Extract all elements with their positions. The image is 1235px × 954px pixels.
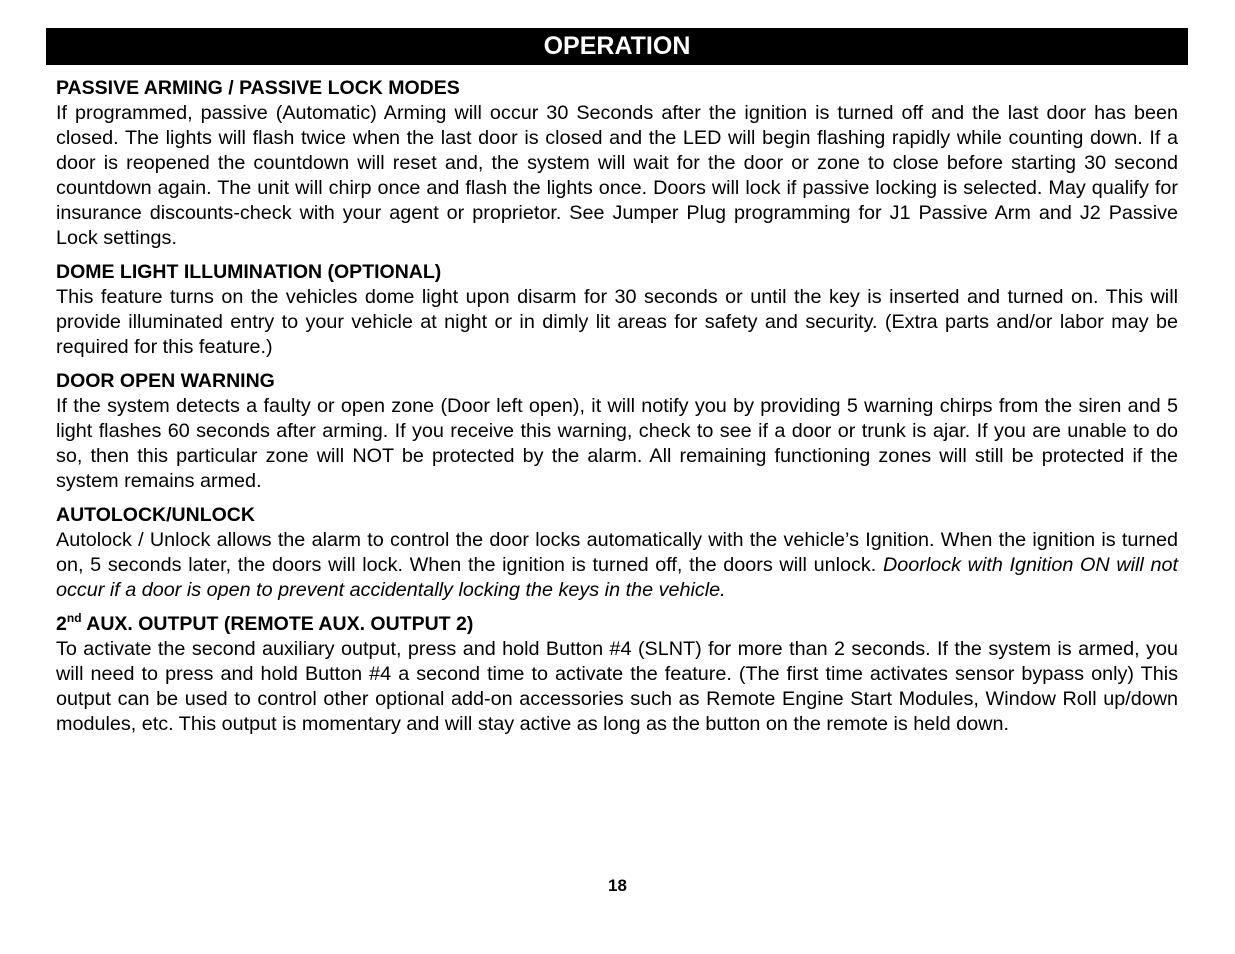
- section-text: If the system detects a faulty or open zone (Door left open), it will notify you by providing 5 warning chirps from the siren and 5 light flashes 60 seconds after arming. If you receive this warning, check to see if a door or trunk is ajar. If you are unable to do so, then this particular zone will NOT be protected by the alarm. All remaining functioning zones will still be protected if the system remains armed.: [56, 395, 1178, 492]
- heading-ordinal: 2: [56, 613, 67, 635]
- italic-note: Doorlock with Ignition ON will not occur if a door is open to prevent accidentally locking the keys in the vehicle.: [56, 554, 1178, 601]
- section-text-wrapper: [56, 528, 1178, 603]
- section-autolock: [56, 503, 1178, 603]
- section-aux-output: [56, 612, 1178, 737]
- document-body: [56, 76, 1178, 746]
- section-heading-wrapper: [56, 612, 1178, 637]
- section-heading: PASSIVE ARMING / PASSIVE LOCK MODES: [56, 77, 460, 99]
- section-door-open-warning: [56, 369, 1178, 494]
- section-text: If programmed, passive (Automatic) Arming will occur 30 Seconds after the ignition is turned off and the last door has been closed. The lights will flash twice when the last door is closed and the LED will begin flashing rapidly while counting down. If a door is reopened the countdown will reset and, the system will wait for the door or zone to close before starting 30 second countdown again. The unit will chirp once and flash the lights once. Doors will lock if passive locking is selected. May qualify for insurance discounts-check with your agent or proprietor. See Jumper Plug programming for J1 Passive Arm and J2 Passive Lock settings.: [56, 102, 1178, 249]
- section-dome-light: [56, 260, 1178, 360]
- section-text: To activate the second auxiliary output, press and hold Button #4 (SLNT) for more than 2 seconds. If the system is armed, you will need to press and hold Button #4 a second time to activate the feature. (The first time activates sensor bypass only) This output can be used to control other optional add-on accessories such as Remote Engine Start Modules, Window Roll up/down modules, etc. This output is momentary and will stay active as long as the button on the remote is held down.: [56, 638, 1178, 735]
- section-title: OPERATION: [543, 32, 691, 60]
- section-passive-arming: [56, 76, 1178, 251]
- section-heading: DOOR OPEN WARNING: [56, 370, 275, 392]
- section-heading: DOME LIGHT ILLUMINATION (OPTIONAL): [56, 261, 442, 283]
- section-text: Autolock / Unlock allows the alarm to control the door locks automatically with the vehicle’s Ignition. When the ignition is turned on, 5 seconds later, the doors will lock. When the ignition is turned off, the doors will unlock.: [56, 529, 1178, 576]
- section-heading: AUTOLOCK/UNLOCK: [56, 504, 255, 526]
- section-title-banner: [46, 28, 1188, 65]
- section-heading: AUX. OUTPUT (REMOTE AUX. OUTPUT 2): [86, 613, 474, 635]
- page-number: 18: [608, 876, 627, 895]
- heading-ordinal-suffix: nd: [66, 611, 82, 625]
- section-text: This feature turns on the vehicles dome light upon disarm for 30 seconds or until the key is inserted and turned on. This will provide illuminated entry to your vehicle at night or in dimly lit areas for safety and security. (Extra parts and/or labor may be required for this feature.): [56, 286, 1178, 358]
